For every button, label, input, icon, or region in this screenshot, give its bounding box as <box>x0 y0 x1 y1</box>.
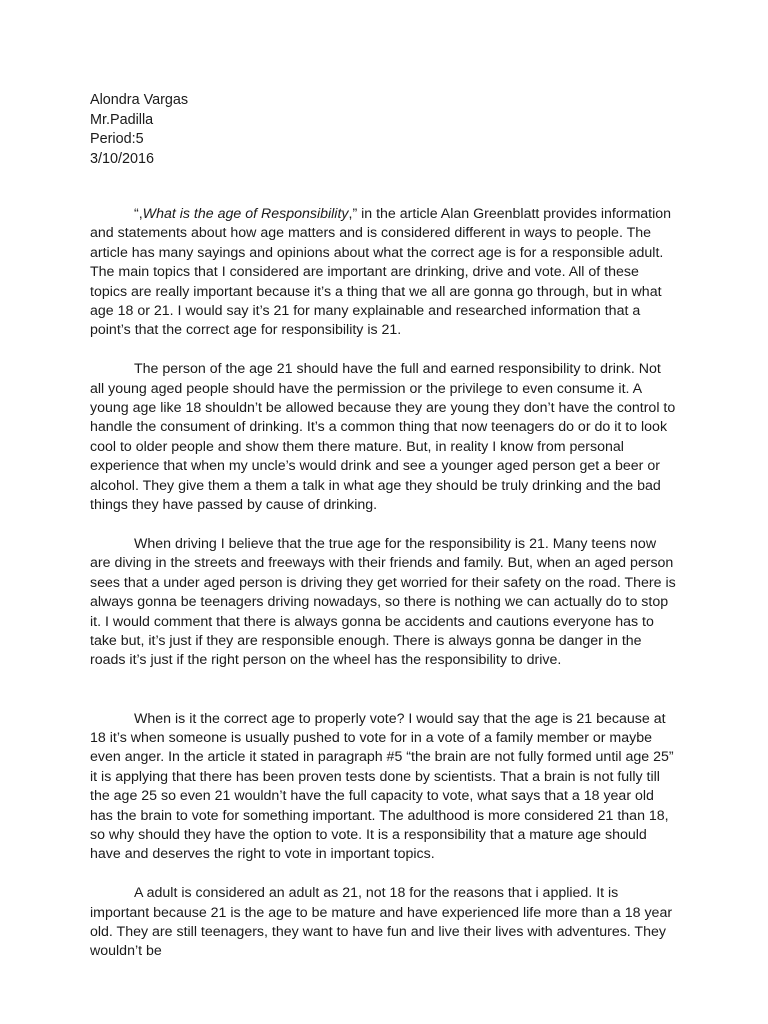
conclusion-paragraph: A adult is considered an adult as 21, not 18 for the reasons that i applied. It is important because 21 is the age to be mature and have experienced life more than a 18 year old. They are still teenagers, they want to have fun and live their lives with adventures. They wouldn’t be <box>90 885 673 960</box>
class-period: Period:5 <box>90 131 144 147</box>
student-name: Alondra Vargas <box>90 92 189 108</box>
drinking-paragraph: The person of the age 21 should have the full and earned responsibility to drink. Not all young aged people should have the permission or the privilege to even consume it. A young age like 18 shouldn’t be allowed because they are young they don’t have the control to handle the consument of drinking. It’s a common thing that now teenagers do or do it to look cool to older people and show them there mature. But, in reality I know from personal experience that when my uncle’s would drink and see a younger aged person get a beer or alcohol. They give them a them a talk in what age they should be truly drinking and the bad things they have passed by cause of drinking. <box>90 361 676 514</box>
article-title: What is the age of Responsibility <box>142 206 349 222</box>
intro-open-quote: “, <box>134 206 143 222</box>
essay-header <box>90 91 188 169</box>
intro-paragraph <box>90 205 676 341</box>
essay-date: 3/10/2016 <box>90 150 155 167</box>
driving-paragraph: When driving I believe that the true age for the responsibility is 21. Many teens now are diving in the streets and freeways with their friends and family. But, when an aged person sees that a under aged person is driving they get worried for their safety on the road. There is always gonna be teenagers driving nowadays, so there is nothing we can actually do to stop it. I would comment that there is always gonna be accidents and cautions everyone has to take but, it’s just if they are responsible enough. There is always gonna be danger in the roads it’s just if the right person on the wheel has the responsibility to drive. <box>90 535 676 669</box>
voting-paragraph: When is it the correct age to properly vote? I would say that the age is 21 because at 18 it’s when someone is usually pushed to vote for in a vote of a family member or maybe even anger. In the article it stated in paragraph #5 “the brain are not fully formed until age 25” it is applying that there has been proven tests done by scientists. That a brain is not fully till the age 25 so even 21 wouldn’t have the full capacity to vote, what says that a 18 year old has the brain to vote for something important. The adulthood is more considered 21 than 18, so why should they have the option to vote. It is a responsibility that a mature age should have and deserves the right to vote in important topics. <box>90 710 674 863</box>
teacher-name: Mr.Padilla <box>90 111 154 128</box>
intro-text: ,” in the article Alan Greenblatt provides information and statements about how age matters and is considered different in ways to people. The article has many sayings and opinions about what the correct age is for a responsible adult. The main topics that I considered are important are drinking, drive and vote. All of these topics are really important because it’s a thing that we all are gonna go through, but in what age 18 or 21. I would say it’s 21 for many explainable and researched information that a point’s that the correct age for responsibility is 21. <box>90 206 672 339</box>
essay-body <box>90 205 676 962</box>
